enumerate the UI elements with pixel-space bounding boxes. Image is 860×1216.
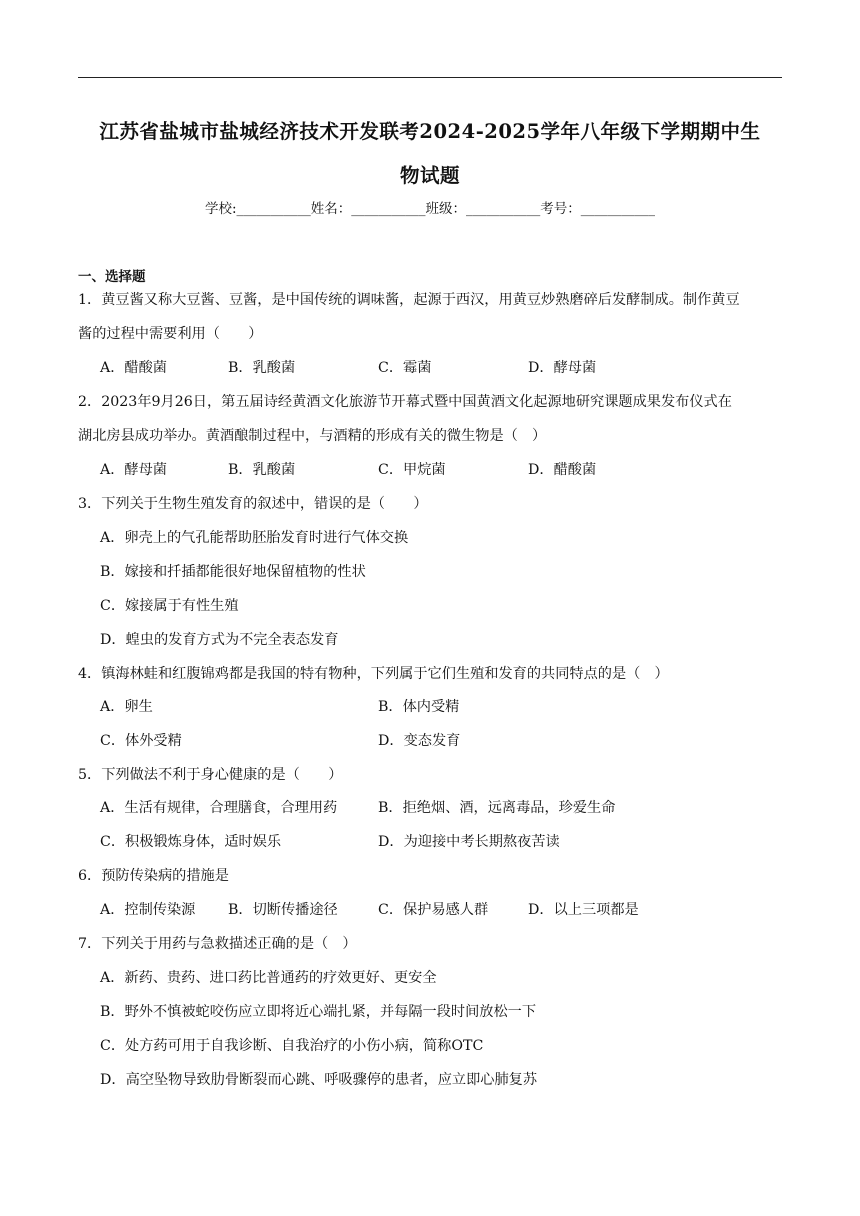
- q5-option-a: A．生活有规律，合理膳食，合理用药: [100, 800, 338, 816]
- q6-option-a: A．控制传染源: [100, 902, 196, 918]
- q4-option-d: D．变态发育: [378, 733, 461, 749]
- section-heading: 一、选择题: [78, 269, 146, 285]
- q6-option-c: C．保护易感人群: [378, 902, 489, 918]
- q2-stem-line1: 2．2023年9月26日，第五届诗经黄酒文化旅游节开幕式暨中国黄酒文化起源地研究课题成果发布仪式在: [78, 394, 732, 410]
- q5-option-d: D．为迎接中考长期熬夜苦读: [378, 834, 560, 850]
- q3-option-c: C．嫁接属于有性生殖: [100, 598, 239, 614]
- q6-option-d: D．以上三项都是: [528, 902, 639, 918]
- doc-title-line2: 物试题: [399, 164, 460, 187]
- q3-option-a: A．卵壳上的气孔能帮助胚胎发育时进行气体交换: [100, 530, 409, 546]
- q4-option-b: B．体内受精: [378, 699, 460, 715]
- q5-stem: 5．下列做法不利于身心健康的是（ ）: [78, 767, 343, 783]
- q6-stem: 6．预防传染病的措施是: [78, 868, 229, 884]
- q1-option-d: D．酵母菌: [528, 360, 597, 376]
- q7-option-a: A．新药、贵药、进口药比普通药的疗效更好、更安全: [100, 970, 437, 986]
- q1-stem-line2: 酱的过程中需要利用（ ）: [78, 326, 263, 342]
- q3-option-d: D．蝗虫的发育方式为不完全表态发育: [100, 632, 339, 648]
- q1-option-c: C．霉菌: [378, 360, 432, 376]
- q3-stem: 3．下列关于生物生殖发育的叙述中，错误的是（ ）: [78, 496, 428, 512]
- q5-option-b: B．拒绝烟、酒，远离毒品，珍爱生命: [378, 800, 616, 816]
- q7-option-d: D．高空坠物导致肋骨断裂而心跳、呼吸骤停的患者，应立即心肺复苏: [100, 1072, 538, 1088]
- q2-option-c: C．甲烷菌: [378, 462, 446, 478]
- q4-stem: 4．镇海林蛙和红腹锦鸡都是我国的特有物种，下列属于它们生殖和发育的共同特点的是（ ）: [78, 666, 669, 682]
- q1-option-a: A．醋酸菌: [100, 360, 167, 376]
- doc-title-line1: 江苏省盐城市盐城经济技术开发联考2024-2025学年八年级下学期期中生: [99, 120, 761, 143]
- q4-option-c: C．体外受精: [100, 733, 182, 749]
- q6-option-b: B．切断传播途径: [228, 902, 338, 918]
- q5-option-c: C．积极锻炼身体，适时娱乐: [100, 834, 282, 850]
- q4-option-a: A．卵生: [100, 699, 153, 715]
- student-info-line: 学校:___________姓名：___________班级：___________考号：___________: [204, 201, 656, 217]
- q7-option-c: C．处方药可用于自我诊断、自我治疗的小伤小病，简称OTC: [100, 1038, 484, 1054]
- q7-stem: 7．下列关于用药与急救描述正确的是（ ）: [78, 936, 357, 952]
- q2-option-d: D．醋酸菌: [528, 462, 597, 478]
- q2-option-b: B．乳酸菌: [228, 462, 296, 478]
- q2-option-a: A．酵母菌: [100, 462, 167, 478]
- q3-option-b: B．嫁接和扦插都能很好地保留植物的性状: [100, 564, 366, 580]
- q1-stem-line1: 1．黄豆酱又称大豆酱、豆酱，是中国传统的调味酱，起源于西汉，用黄豆炒熟磨碎后发酵制成。制作黄豆: [78, 292, 740, 308]
- header-rule: [78, 77, 782, 78]
- q1-option-b: B．乳酸菌: [228, 360, 296, 376]
- q7-option-b: B．野外不慎被蛇咬伤应立即将近心端扎紧，并每隔一段时间放松一下: [100, 1004, 537, 1020]
- q2-stem-line2: 湖北房县成功举办。黄酒酿制过程中，与酒精的形成有关的微生物是（ ）: [78, 428, 547, 444]
